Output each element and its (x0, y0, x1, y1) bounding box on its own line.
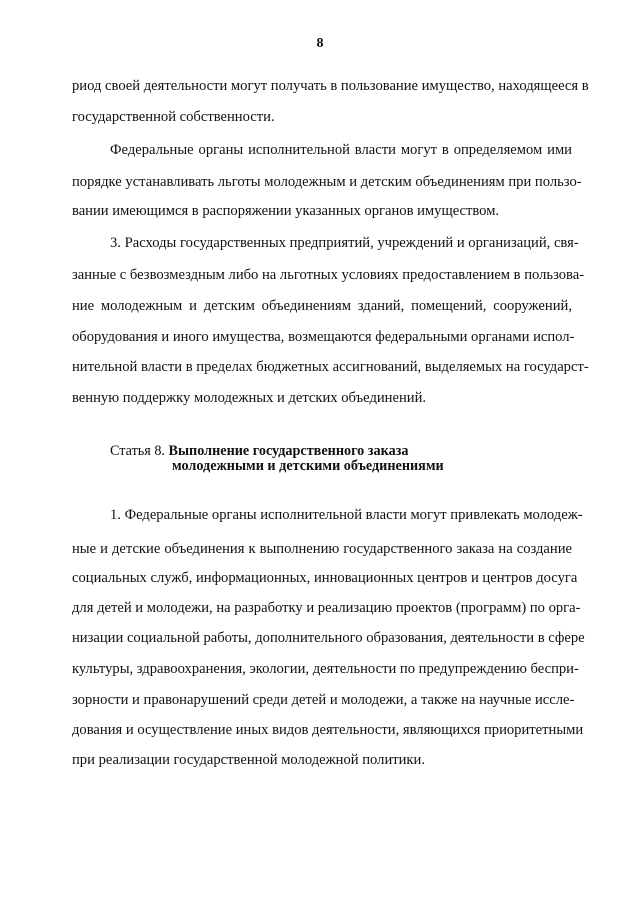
paragraph-line: культуры, здравоохранения, экологии, деятельности по предупреждению беспри- (72, 661, 579, 677)
paragraph-line: государственной собственности. (72, 109, 275, 125)
article-label: Статья 8. (110, 443, 169, 459)
paragraph-line: 1. Федеральные органы исполнительной власти могут привлекать молодеж- (110, 507, 583, 523)
paragraph-line: дования и осуществление иных видов деятельности, являющихся приоритетными (72, 722, 584, 738)
paragraph-line: при реализации государственной молодежной политики. (72, 752, 425, 768)
paragraph-line: порядке устанавливать льготы молодежным и детским объединениям при пользо- (72, 174, 582, 190)
article-title-line1: Выполнение государственного заказа (168, 443, 409, 459)
paragraph-line: зорности и правонарушений среди детей и молодежи, а также на научные иссле- (72, 692, 575, 708)
page-number: 8 (316, 36, 324, 51)
paragraph-line: Федеральные органы исполнительной власти могут в определяемом ими (110, 142, 572, 158)
paragraph-line: венную поддержку молодежных и детских объединений. (72, 390, 427, 406)
paragraph-line: социальных служб, информационных, инновационных центров и центров досуга (72, 570, 578, 586)
paragraph-line: ные и детские объединения к выполнению государственного заказа на создание (72, 541, 572, 557)
article-title-line2: молодежными и детскими объединениями (172, 458, 444, 474)
paragraph-line: 3. Расходы государственных предприятий, учреждений и организаций, свя- (110, 235, 579, 251)
paragraph-line: риод своей деятельности могут получать в пользование имущество, находящееся в (72, 78, 589, 94)
paragraph-line: занные с безвозмездным либо на льготных условиях предоставлением в пользова- (72, 267, 585, 283)
paragraph-line: вании имеющимся в распоряжении указанных органов имуществом. (72, 203, 500, 219)
paragraph-line: для детей и молодежи, на разработку и реализацию проектов (программ) по орга- (72, 600, 581, 616)
paragraph-line: низации социальной работы, дополнительного образования, деятельности в сфере (72, 630, 585, 646)
paragraph-line: нительной власти в пределах бюджетных ассигнований, выделяемых на государст- (72, 359, 589, 375)
paragraph-line: ние молодежным и детским объединениям зданий, помещений, сооружений, (72, 298, 572, 314)
paragraph-line: оборудования и иного имущества, возмещаются федеральными органами испол- (72, 329, 575, 345)
